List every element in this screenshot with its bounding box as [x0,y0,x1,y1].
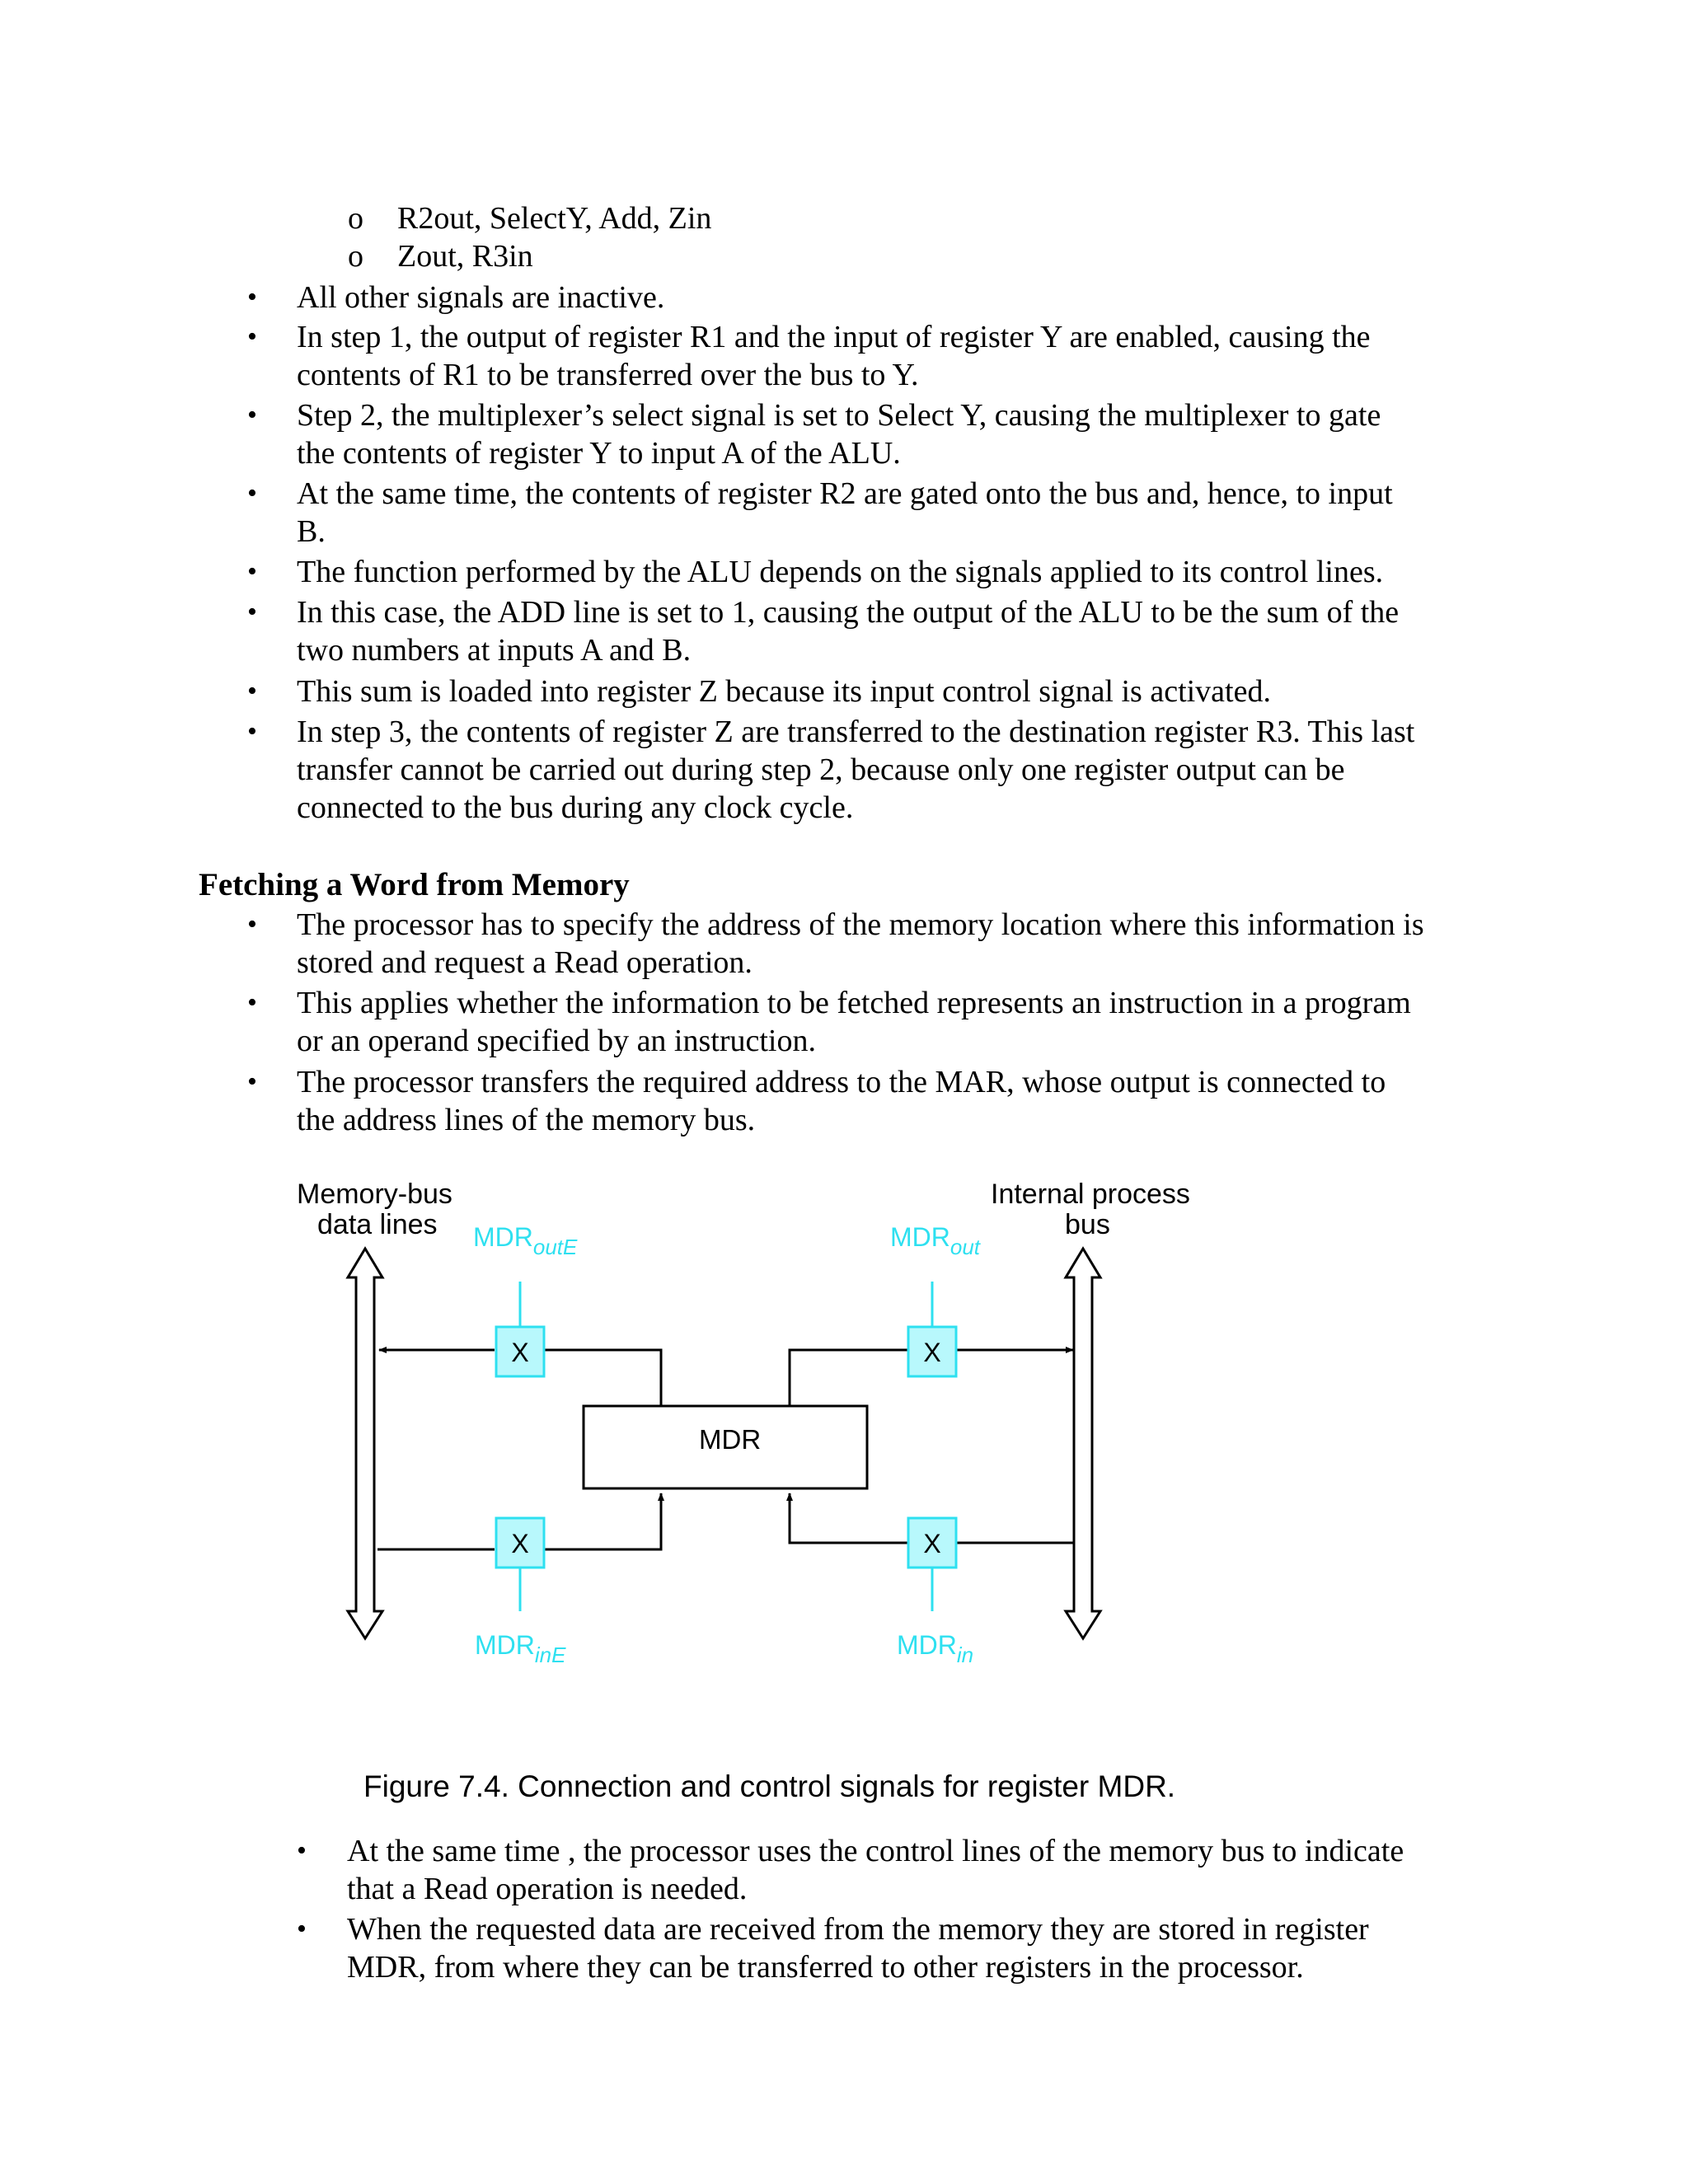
bullet-text: In step 1, the output of register R1 and the input of register Y are enabled, causing the [297,320,1371,354]
bullet-text: At the same time , the processor uses the control lines of the memory bus to indicate [347,1834,1404,1868]
bullet-text: At the same time, the contents of register R2 are gated onto the bus and, hence, to input [297,476,1393,511]
switch-mdr-in-e [496,1518,544,1568]
bullet-marker: • [247,321,257,352]
memory-bus-label: data lines [317,1209,438,1240]
bullet-marker: • [247,597,257,627]
switch-symbol: X [511,1529,529,1558]
switch-mdr-in [908,1518,956,1568]
bullet-marker: • [247,282,257,312]
bullet-marker: • [247,716,257,747]
label-mdr-in: $MDR_{in}$ [897,1630,974,1667]
bullet-marker: • [297,1835,307,1866]
bullet-text: Step 2, the multiplexer’s select signal is set to Select Y, causing the multiplexer to gate [297,398,1381,433]
wire-mdr-to-internal-bus [790,1350,910,1406]
bullet-marker: • [247,400,257,430]
bullet-text: or an operand specified by an instruction. [297,1024,816,1058]
memory-bus-arrow [348,1249,382,1638]
bullet-text: The function performed by the ALU depends on the signals applied to its control lines. [297,555,1384,589]
internal-bus-arrow [1066,1249,1100,1638]
bullet-text: This sum is loaded into register Z because its input control signal is activated. [297,674,1271,709]
switch-symbol: X [923,1529,941,1558]
bullet-text: that a Read operation is needed. [347,1872,748,1906]
wire-mdr-to-memory-bus [537,1350,661,1406]
switch-mdr-out-e [496,1327,544,1376]
bullet-marker: • [297,1914,307,1944]
mdr-box-label: MDR [699,1424,762,1455]
bullet-text: contents of R1 to be transferred over the bus to Y. [297,358,919,392]
bullet-text: B. [297,514,326,549]
bullet-marker: • [247,987,257,1018]
switch-symbol: X [923,1338,941,1367]
bullet-text: MDR, from where they can be transferred to other registers in the processor. [347,1950,1304,1985]
sublist-marker: o [348,201,363,236]
bullet-text: stored and request a Read operation. [297,945,753,980]
figure-caption: Figure 7.4. Connection and control signals for register MDR. [363,1769,1176,1803]
wire-switch-to-mdr [537,1493,661,1549]
switch-mdr-out [908,1327,956,1376]
bullet-marker: • [247,676,257,706]
bullet-text: The processor has to specify the address of the memory location where this information is [297,907,1424,942]
sublist-marker: o [348,239,363,274]
bullet-marker: • [247,478,257,509]
bullet-text: The processor transfers the required address to the MAR, whose output is connected to [297,1065,1386,1099]
bullet-marker: • [247,556,257,587]
bullet-text: the contents of register Y to input A of the ALU. [297,436,901,471]
internal-bus-label: Internal process [991,1179,1190,1210]
sublist-item: Zout, R3in [397,239,533,274]
bullet-marker: • [247,1066,257,1097]
bullet-text: connected to the bus during any clock cycle. [297,790,854,825]
bullet-text: All other signals are inactive. [297,280,665,315]
bullet-text: In step 3, the contents of register Z are transferred to the destination register R3. This last [297,715,1415,749]
bullet-text: transfer cannot be carried out during step 2, because only one register output can be [297,752,1345,787]
label-mdr-in-e: $MDR_{inE}$ [475,1630,566,1667]
bullet-text: This applies whether the information to be fetched represents an instruction in a program [297,986,1411,1020]
bullet-text: two numbers at inputs A and B. [297,633,692,668]
bullet-text: the address lines of the memory bus. [297,1103,756,1137]
memory-bus-label: Memory-bus [297,1179,452,1210]
label-mdr-out-e: $MDR_{outE}$ [473,1222,578,1259]
label-mdr-out: $MDR_{out}$ [890,1222,981,1259]
internal-bus-label: bus [1065,1209,1110,1240]
switch-symbol: X [511,1338,529,1367]
bullet-text: When the requested data are received from the memory they are stored in register [347,1912,1369,1947]
section-heading: Fetching a Word from Memory [199,867,630,902]
sublist-item: R2out, SelectY, Add, Zin [397,201,712,236]
wire-switch-to-mdr-internal [790,1493,910,1543]
bullet-marker: • [247,909,257,940]
bullet-text: In this case, the ADD line is set to 1, causing the output of the ALU to be the sum of the [297,595,1400,630]
